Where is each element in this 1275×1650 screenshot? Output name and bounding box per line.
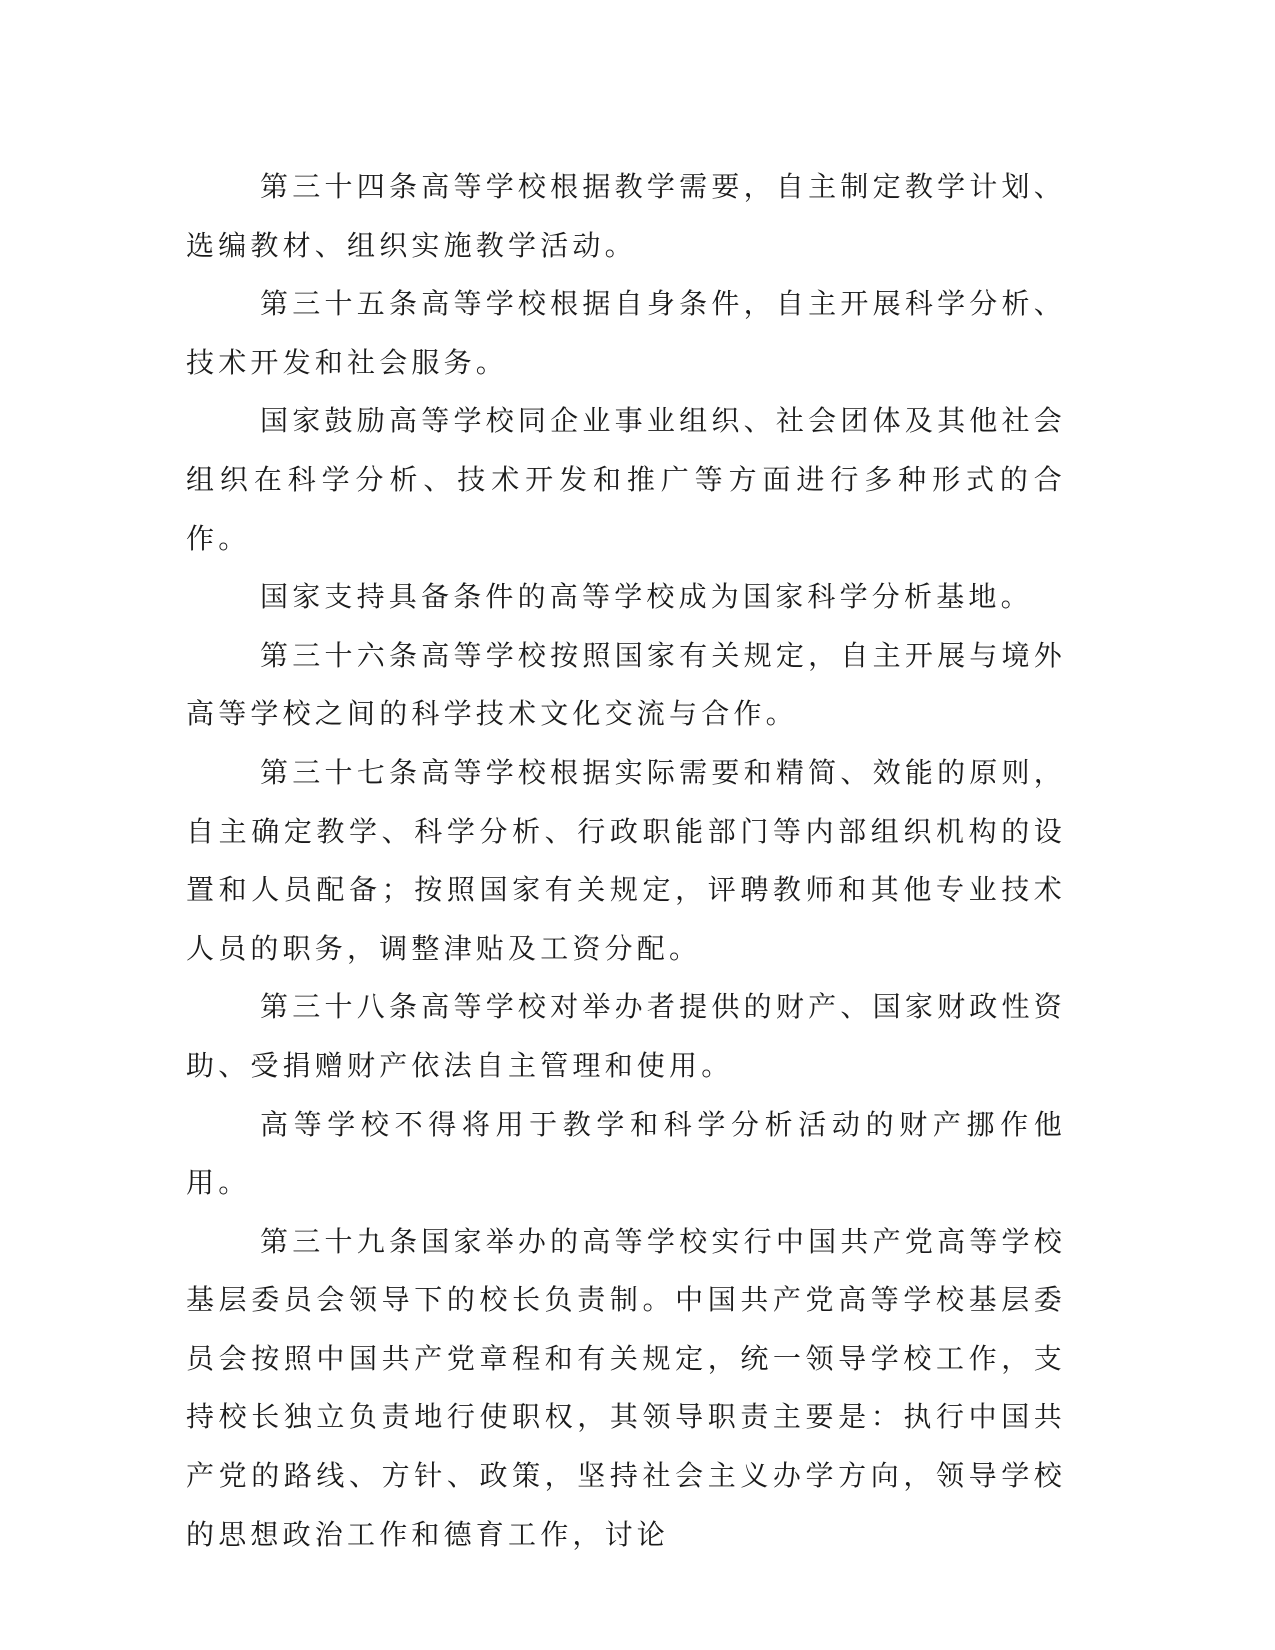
paragraph-cooperation-encouragement: 国家鼓励高等学校同企业事业组织、社会团体及其他社会组织在科学分析、技术开发和推广等方面进行多种形式的合作。	[186, 404, 1066, 555]
paragraph-article-34: 第三十四条高等学校根据教学需要，自主制定教学计划、选编教材、组织实施教学活动。	[186, 170, 1066, 262]
paragraph-research-base-support: 国家支持具备条件的高等学校成为国家科学分析基地。	[260, 580, 1033, 614]
paragraph-article-35: 第三十五条高等学校根据自身条件，自主开展科学分析、技术开发和社会服务。	[186, 287, 1066, 379]
document-body	[186, 158, 1066, 1564]
paragraph-article-39: 第三十九条国家举办的高等学校实行中国共产党高等学校基层委员会领导下的校长负责制。中国共产党高等学校基层委员会按照中国共产党章程和有关规定，统一领导学校工作，支持校长独立负责地行使职权，其领导职责主要是：执行中国共产党的路线、方针、政策，坚持社会主义办学方向，领导学校的思想政治工作和德育工作，讨论	[186, 1224, 1066, 1551]
paragraph-property-use-restriction: 高等学校不得将用于教学和科学分析活动的财产挪作他用。	[186, 1107, 1066, 1200]
paragraph-article-38: 第三十八条高等学校对举办者提供的财产、国家财政性资助、受捐赠财产依法自主管理和使用。	[186, 990, 1066, 1082]
paragraph-article-37: 第三十七条高等学校根据实际需要和精简、效能的原则，自主确定教学、科学分析、行政职能部门等内部组织机构的设置和人员配备；按照国家有关规定，评聘教师和其他专业技术人员的职务，调整津贴及工资分配。	[186, 755, 1066, 965]
paragraph-article-36: 第三十六条高等学校按照国家有关规定，自主开展与境外高等学校之间的科学技术文化交流与合作。	[186, 638, 1066, 731]
